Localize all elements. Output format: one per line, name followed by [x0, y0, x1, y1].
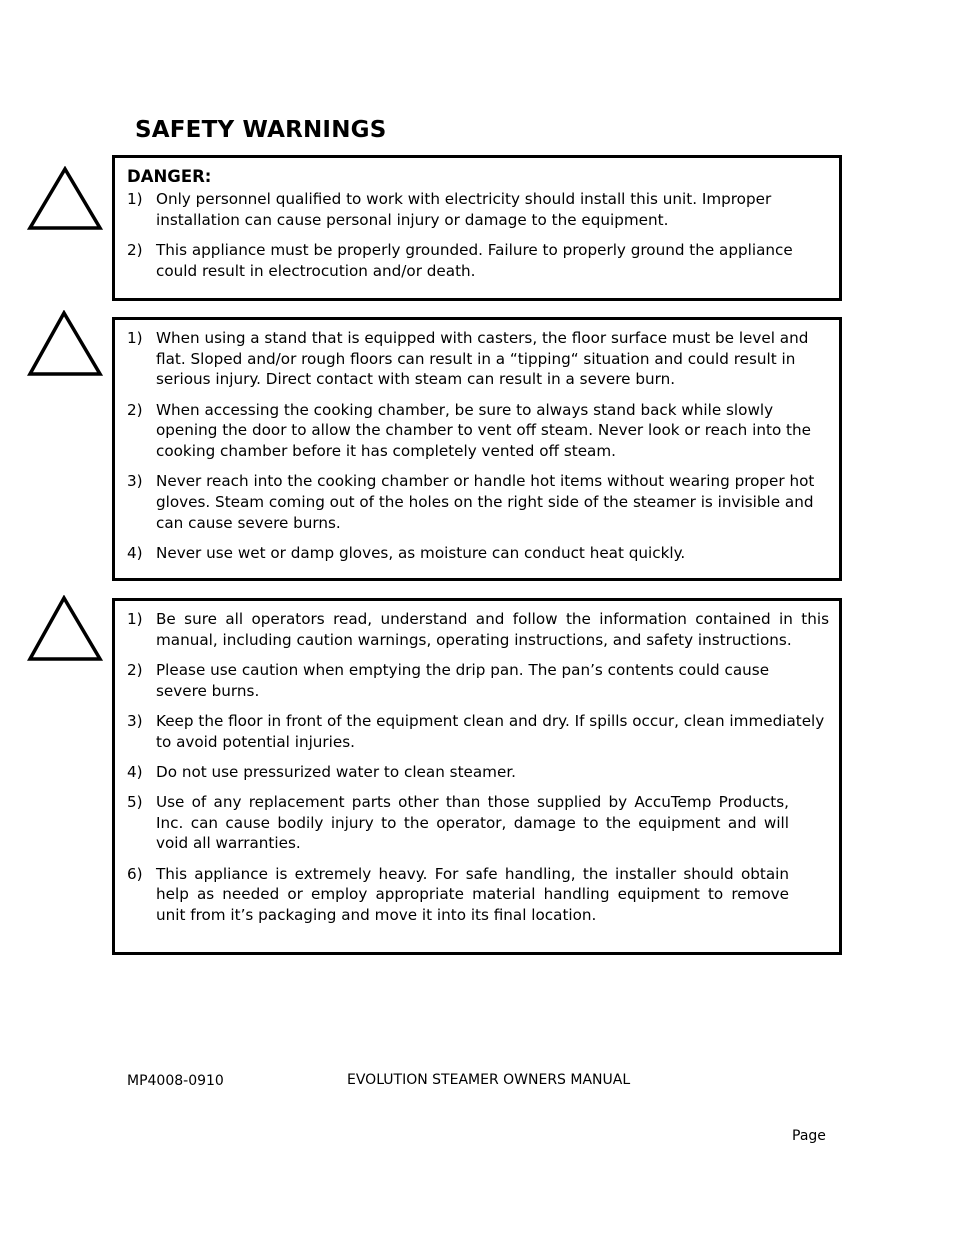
list-item: 1) Be sure all operators read, understand and follow the information contained in this manual, including caution warnings, operating instructions, and safety instructions.: [127, 610, 829, 649]
list-item: 5) Use of any replacement parts other than those supplied by AccuTemp Products, Inc. can cause bodily injury to the operator, damage to the equipment and will void all warranties.: [127, 792, 789, 853]
list-item: 3) Keep the floor in front of the equipment clean and dry. If spills occur, clean immediately to avoid potential injuries.: [127, 711, 825, 751]
warning-triangle-icon: [27, 310, 103, 378]
warning-triangle-icon: [27, 166, 103, 232]
warning-triangle-icon: [27, 595, 103, 663]
danger-heading: DANGER:: [127, 167, 212, 186]
list-item: 2) When accessing the cooking chamber, be sure to always stand back while slowly opening the door to allow the chamber to vent off steam. Never look or reach into the cooking chamber before it has completely vented off steam.: [127, 400, 811, 461]
list-item: 2) This appliance must be properly grounded. Failure to properly ground the appliance could result in electrocution and/or death.: [127, 240, 793, 280]
danger-box: [112, 155, 842, 301]
danger-list: [127, 189, 829, 281]
list-item: 2) Please use caution when emptying the drip pan. The pan’s contents could cause severe burns.: [127, 660, 770, 700]
manual-title: EVOLUTION STEAMER OWNERS MANUAL: [347, 1072, 631, 1088]
page-title: SAFETY WARNINGS: [135, 117, 387, 143]
doc-number: MP4008-0910: [127, 1073, 224, 1089]
list-item: 1) When using a stand that is equipped with casters, the floor surface must be level and flat. Sloped and/or rough floors can result in a “tipping“ situation and could result in serious injury. Direct contact with steam can result in a severe burn.: [127, 329, 809, 389]
list-item: 4) Do not use pressurized water to clean steamer.: [127, 762, 516, 781]
list-item: 6) This appliance is extremely heavy. For safe handling, the installer should obtain help as needed or employ appropriate material handling equipment to remove unit from it’s packaging and move it into its final location.: [127, 864, 789, 924]
warning-list: [127, 328, 829, 564]
caution-box: [112, 598, 842, 955]
page-label: Page: [792, 1128, 826, 1144]
list-item: 3) Never reach into the cooking chamber or handle hot items without wearing proper hot gloves. Steam coming out of the holes on the right side of the steamer is invisible and can cause severe burns.: [127, 472, 815, 532]
warning-box: [112, 317, 842, 581]
caution-list: [127, 609, 829, 926]
list-item: 4) Never use wet or damp gloves, as moisture can conduct heat quickly.: [127, 543, 686, 562]
list-item: 1) Only personnel qualified to work with electricity should install this unit. Improper installation can cause personal injury or damage to the equipment.: [127, 190, 772, 229]
